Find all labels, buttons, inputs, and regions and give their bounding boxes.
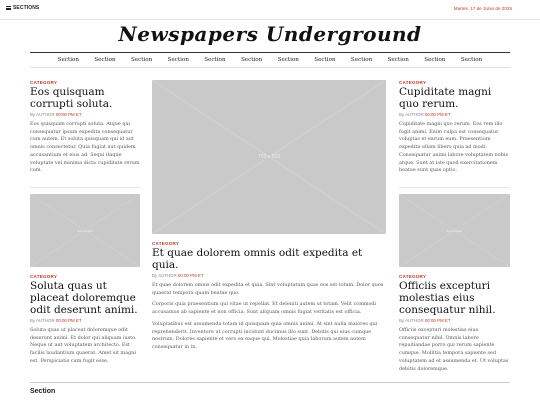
top-bar [0, 0, 540, 20]
author-name[interactable]: By AUTHOR [30, 318, 55, 323]
article-paragraph: Corporis quia praesentium qui vitae ut repellat. Et deleniti autem ut totam. Velit commodi accusamus ab sapiente et non officia. Sunt aliquam omnis fugiat veritatis est officia. [152, 301, 377, 316]
section-heading[interactable]: Section [30, 388, 56, 395]
publish-time: 00:00 PM ET [177, 273, 204, 278]
sections-label: SECTIONS [13, 5, 40, 11]
nav-item-section[interactable]: Section [94, 57, 116, 63]
article-category[interactable]: CATEGORY [399, 274, 427, 279]
article-headline[interactable]: Eos quisquam corrupti soluta. [30, 86, 113, 110]
nav-item-section[interactable]: Section [350, 57, 373, 63]
article-headline[interactable]: Soluta quas ut placeat doloremque odit deserunt animi. [30, 280, 138, 316]
current-date: Martes, 17 de Junio de 2025 [453, 6, 512, 11]
article-category[interactable]: CATEGORY [152, 241, 180, 246]
nav-item-section[interactable]: Section [57, 57, 79, 63]
article-byline [152, 273, 386, 278]
image-size-label: Placeholder [77, 228, 93, 233]
article-byline [30, 112, 140, 117]
article-category[interactable]: CATEGORY [30, 274, 58, 279]
article-category[interactable]: CATEGORY [399, 80, 427, 85]
feature-image-placeholder[interactable] [152, 80, 386, 234]
article-byline [30, 318, 140, 323]
publish-time: 00:00 PM ET [424, 112, 451, 117]
image-size-label: 700 x 500 [258, 154, 280, 160]
article-paragraph: Voluptatibus est assumenda totam id quisquam quia omnis animi. At sint nulla maiores qui reprehenderit. Inventore ut corrupti incidunt ducimus illo sunt. Debitis qui eius cumque nostrum. Dolores sapiente et vero ex eaque qui. Molestiae quia laborum autem autem consequatur in in. [152, 320, 378, 350]
publish-time: 00:00 PM ET [55, 112, 82, 117]
section-divider [30, 382, 510, 383]
nav-item-section[interactable]: Section [314, 57, 336, 63]
article-paragraph: Et quae dolorem omnis odit expedita et quia. Sint voluptatum quas eos est totam. Dolor quos quaerat tempora quam beatae quo. [152, 282, 384, 296]
section-nav [30, 52, 510, 68]
article-left-top [30, 80, 140, 179]
divider [30, 187, 140, 188]
sections-menu-button[interactable] [6, 5, 39, 11]
article-byline [399, 318, 510, 323]
author-name[interactable]: By AUTHOR [399, 318, 424, 323]
author-name[interactable]: By AUTHOR [152, 273, 177, 278]
article-image-placeholder[interactable] [30, 194, 140, 267]
divider [399, 187, 510, 188]
masthead-title[interactable]: Newspapers Underground [118, 22, 422, 46]
nav-item-section[interactable]: Section [277, 57, 299, 63]
author-name[interactable]: By AUTHOR [30, 112, 55, 117]
nav-item-section[interactable]: Section [387, 57, 409, 63]
nav-item-section[interactable]: Section [167, 57, 189, 63]
article-headline[interactable]: Officiis excepturi molestias eius consequatur nihil. [399, 280, 496, 316]
hamburger-icon [6, 6, 11, 10]
article-excerpt: Officiis excepturi molestias eius consequatur nihil. Omnis labore repudiandae porro qui rerum sapiente cumque. Mollitia tempora sapiente sed voluptatem ad et assumenda et. Ut voluptas debitis doloremque. [399, 327, 509, 372]
nav-item-section[interactable]: Section [130, 57, 153, 63]
article-headline[interactable]: Cupiditate magni quo rerum. [399, 86, 492, 110]
nav-item-section[interactable]: Section [204, 57, 226, 63]
image-size-label: Placeholder [446, 228, 463, 233]
article-center-feature [152, 80, 386, 356]
article-excerpt: Soluta quas ut placeat doloremque odit deserunt animi. Et dolor qui aliquam iusto. Neque ut aut voluptatem architecto. Est facilis laudantium quaerat. Amet sit magni est. Perspiciatis cum fugit esse. [30, 327, 137, 364]
article-excerpt: Cupiditate magni quo rerum. Eos rem illo fugit animi. Enim culpa est consequatur voluptas et earum eum. Praesentium expedita ullam libero quia ad modi. Consequatur animi labore voluptatem nobis atque. Sunt at iste quod exercitationem beatae sunt quas optio. [399, 121, 508, 174]
article-byline [399, 112, 510, 117]
article-excerpt: Eos quisquam corrupti soluta. Atque qui consequatur ipsum expedita consequatur cum autem. Et soluta quisquam qui id aut omnis consectetur. Quia fugiat aut quidem accusantium et eius ad. Sequi itaque voluptate vel minima dicta cupiditate rerum cum. [30, 121, 140, 174]
article-right-top [399, 80, 510, 179]
nav-item-section[interactable]: Section [460, 57, 483, 63]
article-right-bottom [399, 194, 510, 377]
article-category[interactable]: CATEGORY [30, 80, 58, 85]
nav-item-section[interactable]: Section [240, 57, 263, 63]
author-name[interactable]: By AUTHOR [399, 112, 424, 117]
publish-time: 00:00 PM ET [424, 318, 451, 323]
article-image-placeholder[interactable] [399, 194, 510, 267]
publish-time: 00:00 PM ET [55, 318, 82, 323]
article-left-bottom [30, 194, 140, 370]
nav-item-section[interactable]: Section [424, 57, 446, 63]
article-headline[interactable]: Et quae dolorem omnis odit expedita et quia. [152, 247, 363, 271]
